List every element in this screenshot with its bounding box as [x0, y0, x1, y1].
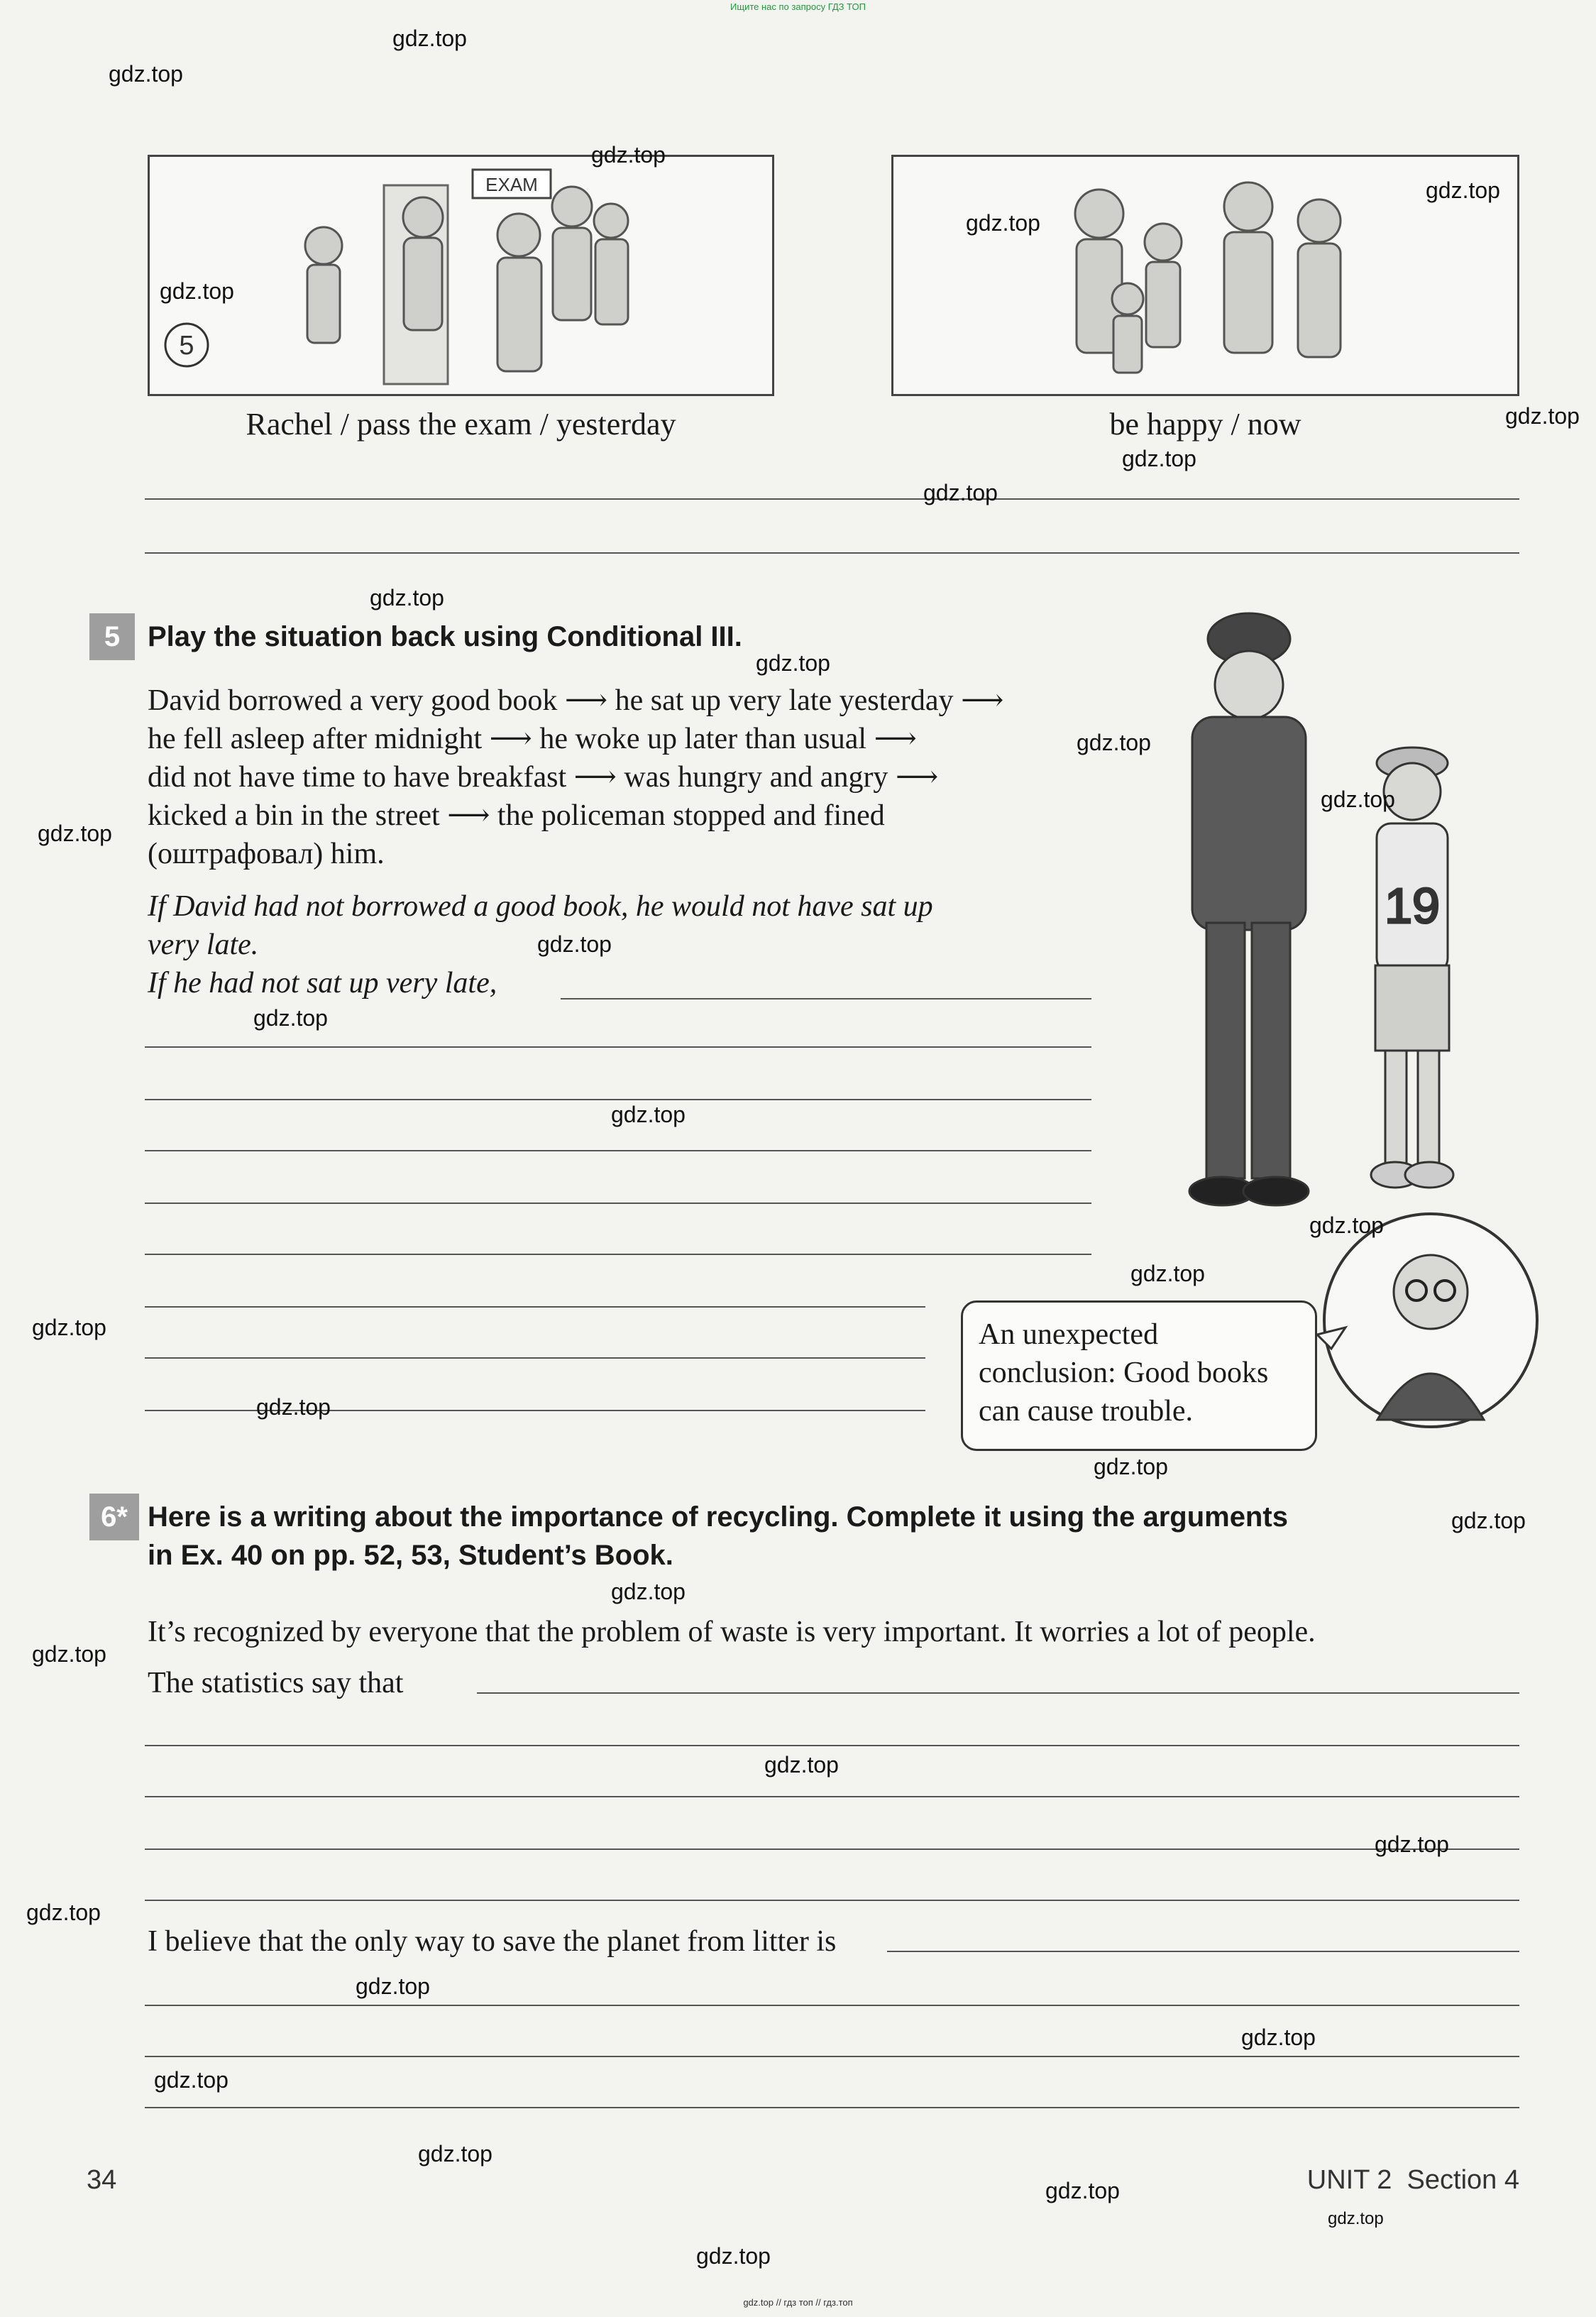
watermark: gdz.top [537, 931, 612, 957]
bottom-banner: gdz.top // гдз топ // гдз.топ [743, 2297, 853, 2308]
watermark: gdz.top [356, 1973, 430, 1999]
answer-line [145, 1745, 1519, 1746]
watermark: gdz.top [611, 1102, 686, 1127]
watermark: gdz.top [392, 26, 467, 51]
watermark: gdz.top [1321, 787, 1395, 812]
watermark: gdz.top [591, 142, 666, 168]
watermark: gdz.top [1045, 2178, 1120, 2203]
writing-paragraph-3: I believe that the only way to save the planet from litter is [148, 1925, 837, 1958]
watermark: gdz.top [38, 821, 112, 846]
watermark: gdz.top [764, 1752, 839, 1778]
chain-line-4: kicked a bin in the street ⟶ the policeman stopped and fined [148, 799, 885, 832]
watermark: gdz.top [1077, 730, 1151, 755]
watermark: gdz.top [154, 2067, 229, 2093]
answer-line [145, 498, 1519, 500]
arrow-icon: ⟶ [874, 723, 917, 755]
arrow-icon: ⟶ [489, 723, 532, 755]
exercise-6-number: 6* [89, 1494, 139, 1540]
watermark: gdz.top [109, 61, 183, 87]
answer-line [887, 1951, 1519, 1952]
watermark: gdz.top [923, 480, 998, 505]
answer-line [477, 1692, 1519, 1694]
answer-line [145, 1900, 1519, 1901]
chain-line-3: did not have time to have breakfast ⟶ was hungry and angry ⟶ [148, 761, 939, 794]
exercise-6-heading: Here is a writing about the importance of recycling. Complete it using the arguments in Ex. 40 on pp. 52, 53, Student’s Book. [148, 1501, 1288, 1571]
arrow-icon: ⟶ [564, 684, 608, 717]
exercise-5-heading: Play the situation back using Conditional III. [148, 621, 742, 652]
arrow-icon: ⟶ [895, 761, 939, 794]
chain-line-1: David borrowed a very good book ⟶ he sat up very late yesterday ⟶ [148, 684, 1004, 717]
caption-right: be happy / now [1109, 407, 1301, 442]
watermark: gdz.top [1130, 1261, 1205, 1286]
top-banner: Ищите нас по запросу ГДЗ ТОП [730, 1, 866, 12]
unit-label: UNIT 2 Section 4 [1306, 2165, 1519, 2195]
page-number: 34 [87, 2165, 117, 2195]
illustration-exam [148, 155, 774, 396]
watermark: gdz.top [1094, 1454, 1168, 1479]
answer-line [145, 552, 1519, 554]
watermark: gdz.top [1309, 1212, 1384, 1238]
policeman-and-boy-illustration [1143, 610, 1526, 1228]
watermark: gdz.top [370, 585, 444, 610]
answer-line [145, 1848, 1519, 1850]
watermark: gdz.top [26, 1900, 101, 1925]
shirt-number: 19 [1385, 878, 1440, 933]
answer-line [145, 2056, 1519, 2057]
example-sentence: If David had not borrowed a good book, he would not have sat up very late. If he had not sat up very late, [148, 890, 933, 999]
speech-bubble: An unexpected conclusion: Good books can cause trouble. [961, 1300, 1317, 1451]
picture-number: 5 [179, 331, 194, 361]
family-scene-illustration [893, 157, 1517, 394]
watermark: gdz.top [966, 210, 1040, 236]
exercise-5-number: 5 [89, 613, 135, 660]
answer-line [145, 1357, 925, 1359]
answer-line [145, 1796, 1519, 1797]
answer-line [145, 1254, 1091, 1255]
watermark: gdz.top [1375, 1831, 1449, 1857]
caption-left: Rachel / pass the exam / yesterday [246, 407, 676, 442]
writing-paragraph-2: The statistics say that [148, 1667, 404, 1699]
watermark: gdz.top [1122, 446, 1196, 471]
arrow-icon: ⟶ [573, 761, 617, 794]
exam-scene-illustration [150, 157, 772, 394]
exercise-5-text [148, 681, 1141, 873]
watermark: gdz.top [418, 2141, 492, 2167]
watermark: gdz.top [1328, 2209, 1384, 2228]
watermark: gdz.top [1451, 1508, 1526, 1533]
answer-line [145, 1099, 1091, 1100]
exam-sign: EXAM [485, 174, 538, 195]
answer-line [145, 1150, 1091, 1151]
watermark: gdz.top [32, 1315, 106, 1340]
watermark: gdz.top [1505, 403, 1580, 429]
watermark: gdz.top [32, 1641, 106, 1667]
watermark: gdz.top [696, 2243, 771, 2269]
watermark: gdz.top [253, 1005, 328, 1031]
answer-line [145, 2107, 1519, 2108]
chain-line-5: (оштрафовал) him. [148, 838, 385, 870]
answer-line [145, 1046, 1091, 1048]
writing-paragraph-1: It’s recognized by everyone that the problem of waste is very important. It worries a lot of people. [148, 1616, 1316, 1648]
answer-line [145, 1306, 925, 1308]
watermark: gdz.top [1241, 2025, 1316, 2050]
watermark: gdz.top [256, 1394, 331, 1420]
professor-illustration [1317, 1207, 1551, 1441]
answer-line [145, 2005, 1519, 2006]
watermark: gdz.top [1426, 177, 1500, 203]
arrow-icon: ⟶ [447, 799, 490, 832]
watermark: gdz.top [160, 278, 234, 304]
chain-line-2: he fell asleep after midnight ⟶ he woke up later than usual ⟶ [148, 723, 917, 755]
watermark: gdz.top [611, 1579, 686, 1604]
answer-line [561, 998, 1091, 999]
arrow-icon: ⟶ [961, 684, 1004, 717]
watermark: gdz.top [756, 650, 830, 676]
answer-line [145, 1203, 1091, 1204]
